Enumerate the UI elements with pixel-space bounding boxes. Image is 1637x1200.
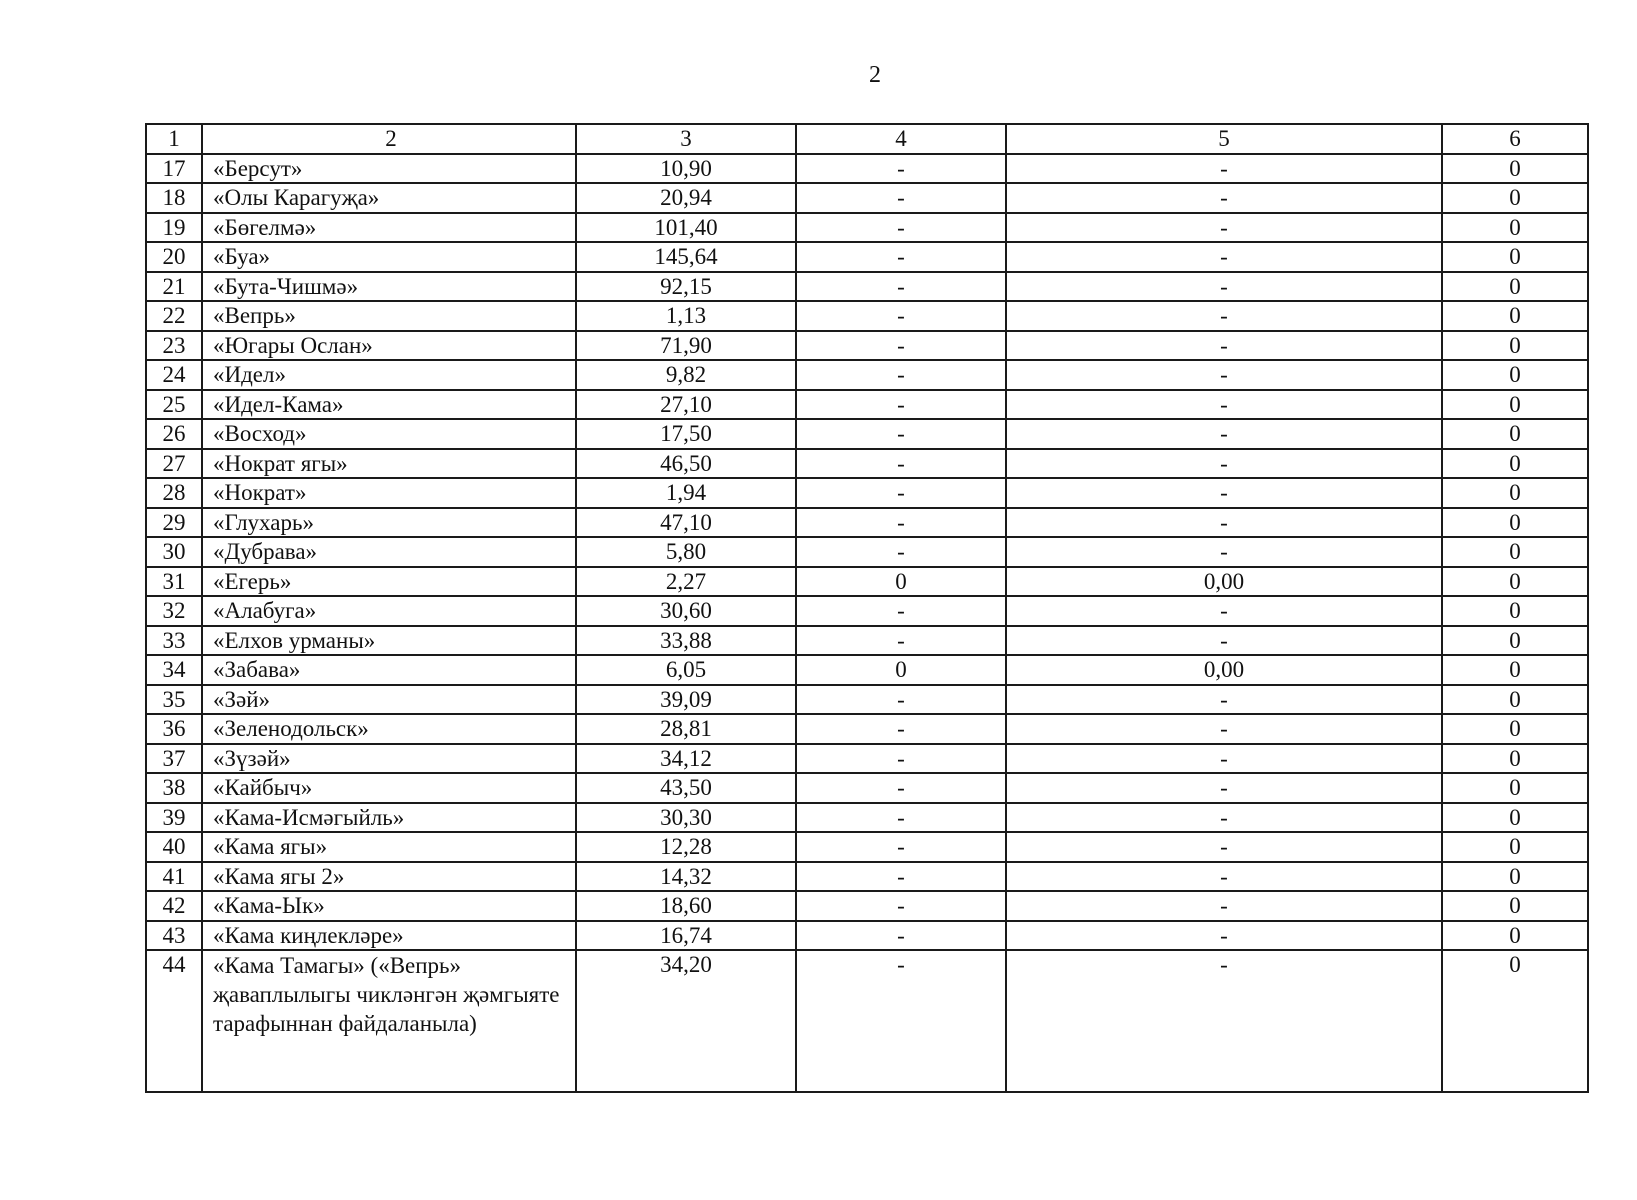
value-cell-6: 0 [1442, 272, 1588, 302]
value-cell-5: - [1006, 301, 1442, 331]
row-number-cell: 30 [146, 537, 202, 567]
value-cell-5: - [1006, 685, 1442, 715]
row-number-cell: 41 [146, 862, 202, 892]
column-header-2: 2 [202, 124, 576, 154]
value-cell-5: 0,00 [1006, 655, 1442, 685]
name-cell: «Бөгелмә» [202, 213, 576, 243]
value-cell-6: 0 [1442, 685, 1588, 715]
value-cell-4: - [796, 596, 1006, 626]
value-cell-3: 34,12 [576, 744, 796, 774]
value-cell-6: 0 [1442, 773, 1588, 803]
value-cell-6: 0 [1442, 921, 1588, 951]
value-cell-6: 0 [1442, 891, 1588, 921]
table-row [146, 272, 1588, 302]
table-row [146, 685, 1588, 715]
value-cell-6: 0 [1442, 832, 1588, 862]
value-cell-4: - [796, 862, 1006, 892]
value-cell-3: 20,94 [576, 183, 796, 213]
name-cell: «Дубрава» [202, 537, 576, 567]
value-cell-5: - [1006, 508, 1442, 538]
name-cell: «Олы Карагуҗа» [202, 183, 576, 213]
value-cell-5: - [1006, 921, 1442, 951]
value-cell-5: - [1006, 626, 1442, 656]
value-cell-4: - [796, 449, 1006, 479]
value-cell-3: 71,90 [576, 331, 796, 361]
register-table [145, 123, 1589, 1093]
table-row [146, 390, 1588, 420]
name-cell: «Восход» [202, 419, 576, 449]
name-cell: «Буа» [202, 242, 576, 272]
row-number-cell: 27 [146, 449, 202, 479]
row-number-cell: 26 [146, 419, 202, 449]
name-cell: «Нократ» [202, 478, 576, 508]
value-cell-3: 6,05 [576, 655, 796, 685]
value-cell-6: 0 [1442, 331, 1588, 361]
name-cell: «Кайбыч» [202, 773, 576, 803]
value-cell-4: - [796, 626, 1006, 656]
value-cell-6: 0 [1442, 183, 1588, 213]
value-cell-3: 101,40 [576, 213, 796, 243]
table-row [146, 242, 1588, 272]
row-number-cell: 44 [146, 950, 202, 1092]
value-cell-5: - [1006, 744, 1442, 774]
value-cell-6: 0 [1442, 626, 1588, 656]
row-number-cell: 38 [146, 773, 202, 803]
row-number-cell: 20 [146, 242, 202, 272]
value-cell-5: - [1006, 154, 1442, 184]
value-cell-4: - [796, 508, 1006, 538]
value-cell-5: - [1006, 891, 1442, 921]
value-cell-3: 145,64 [576, 242, 796, 272]
value-cell-5: - [1006, 449, 1442, 479]
row-number-cell: 36 [146, 714, 202, 744]
table-row [146, 891, 1588, 921]
name-cell: «Кама ягы 2» [202, 862, 576, 892]
table-row [146, 567, 1588, 597]
value-cell-5: - [1006, 183, 1442, 213]
value-cell-3: 27,10 [576, 390, 796, 420]
value-cell-3: 47,10 [576, 508, 796, 538]
table-row [146, 508, 1588, 538]
value-cell-4: - [796, 390, 1006, 420]
value-cell-6: 0 [1442, 449, 1588, 479]
value-cell-5: - [1006, 419, 1442, 449]
value-cell-6: 0 [1442, 390, 1588, 420]
table-row [146, 832, 1588, 862]
table-row [146, 714, 1588, 744]
value-cell-4: - [796, 714, 1006, 744]
row-number-cell: 24 [146, 360, 202, 390]
name-cell: «Берсут» [202, 154, 576, 184]
value-cell-5: - [1006, 862, 1442, 892]
row-number-cell: 18 [146, 183, 202, 213]
value-cell-4: - [796, 301, 1006, 331]
value-cell-4: - [796, 537, 1006, 567]
table-row [146, 213, 1588, 243]
value-cell-6: 0 [1442, 744, 1588, 774]
row-number-cell: 43 [146, 921, 202, 951]
value-cell-6: 0 [1442, 803, 1588, 833]
value-cell-4: - [796, 921, 1006, 951]
name-cell: «Забава» [202, 655, 576, 685]
value-cell-6: 0 [1442, 360, 1588, 390]
row-number-cell: 42 [146, 891, 202, 921]
row-number-cell: 17 [146, 154, 202, 184]
name-cell: «Елхов урманы» [202, 626, 576, 656]
value-cell-3: 16,74 [576, 921, 796, 951]
value-cell-6: 0 [1442, 508, 1588, 538]
row-number-cell: 37 [146, 744, 202, 774]
value-cell-5: - [1006, 596, 1442, 626]
value-cell-6: 0 [1442, 478, 1588, 508]
value-cell-4: - [796, 331, 1006, 361]
value-cell-3: 5,80 [576, 537, 796, 567]
column-header-5: 5 [1006, 124, 1442, 154]
value-cell-4: - [796, 832, 1006, 862]
value-cell-4: - [796, 242, 1006, 272]
value-cell-4: 0 [796, 567, 1006, 597]
name-cell: «Глухарь» [202, 508, 576, 538]
value-cell-6: 0 [1442, 950, 1588, 1092]
value-cell-5: - [1006, 213, 1442, 243]
name-cell: «Егерь» [202, 567, 576, 597]
value-cell-5: - [1006, 242, 1442, 272]
name-cell: «Зеленодольск» [202, 714, 576, 744]
value-cell-5: - [1006, 832, 1442, 862]
name-cell: «Кама Тамагы» («Вепрь» җаваплылыгы чикләнгән җәмгыяте тарафыннан файдаланыла) [202, 950, 576, 1092]
value-cell-3: 28,81 [576, 714, 796, 744]
row-number-cell: 40 [146, 832, 202, 862]
value-cell-4: - [796, 360, 1006, 390]
value-cell-6: 0 [1442, 567, 1588, 597]
value-cell-5: - [1006, 773, 1442, 803]
value-cell-4: - [796, 419, 1006, 449]
table-row [146, 360, 1588, 390]
page-number: 2 [869, 62, 881, 88]
value-cell-3: 14,32 [576, 862, 796, 892]
value-cell-5: - [1006, 272, 1442, 302]
value-cell-5: - [1006, 390, 1442, 420]
row-number-cell: 23 [146, 331, 202, 361]
value-cell-6: 0 [1442, 655, 1588, 685]
value-cell-3: 12,28 [576, 832, 796, 862]
column-header-6: 6 [1442, 124, 1588, 154]
value-cell-4: - [796, 891, 1006, 921]
value-cell-5: - [1006, 714, 1442, 744]
table-row [146, 950, 1588, 1092]
name-cell: «Югары Ослан» [202, 331, 576, 361]
value-cell-3: 18,60 [576, 891, 796, 921]
value-cell-3: 10,90 [576, 154, 796, 184]
value-cell-3: 43,50 [576, 773, 796, 803]
column-header-1: 1 [146, 124, 202, 154]
value-cell-6: 0 [1442, 419, 1588, 449]
value-cell-3: 33,88 [576, 626, 796, 656]
value-cell-4: - [796, 803, 1006, 833]
table-row [146, 655, 1588, 685]
name-cell: «Вепрь» [202, 301, 576, 331]
column-header-4: 4 [796, 124, 1006, 154]
value-cell-6: 0 [1442, 154, 1588, 184]
table-row [146, 862, 1588, 892]
row-number-cell: 29 [146, 508, 202, 538]
value-cell-6: 0 [1442, 596, 1588, 626]
value-cell-6: 0 [1442, 301, 1588, 331]
value-cell-3: 1,94 [576, 478, 796, 508]
name-cell: «Кама-Исмәгыйль» [202, 803, 576, 833]
row-number-cell: 32 [146, 596, 202, 626]
name-cell: «Нократ ягы» [202, 449, 576, 479]
name-cell: «Идел-Кама» [202, 390, 576, 420]
value-cell-5: 0,00 [1006, 567, 1442, 597]
value-cell-4: - [796, 685, 1006, 715]
table-row [146, 154, 1588, 184]
value-cell-3: 17,50 [576, 419, 796, 449]
value-cell-3: 46,50 [576, 449, 796, 479]
value-cell-5: - [1006, 360, 1442, 390]
table-row [146, 478, 1588, 508]
value-cell-5: - [1006, 478, 1442, 508]
column-header-3: 3 [576, 124, 796, 154]
name-cell: «Зәй» [202, 685, 576, 715]
table-row [146, 626, 1588, 656]
table-row [146, 803, 1588, 833]
table-row [146, 921, 1588, 951]
table-row [146, 773, 1588, 803]
value-cell-6: 0 [1442, 537, 1588, 567]
value-cell-4: - [796, 213, 1006, 243]
table-row [146, 419, 1588, 449]
value-cell-3: 30,30 [576, 803, 796, 833]
row-number-cell: 21 [146, 272, 202, 302]
row-number-cell: 19 [146, 213, 202, 243]
table-row [146, 537, 1588, 567]
row-number-cell: 31 [146, 567, 202, 597]
row-number-cell: 34 [146, 655, 202, 685]
value-cell-6: 0 [1442, 242, 1588, 272]
table-row [146, 596, 1588, 626]
value-cell-4: - [796, 773, 1006, 803]
name-cell: «Кама ягы» [202, 832, 576, 862]
table-row [146, 449, 1588, 479]
table-row [146, 331, 1588, 361]
name-cell: «Кама-Ык» [202, 891, 576, 921]
value-cell-3: 30,60 [576, 596, 796, 626]
name-cell: «Бута-Чишмә» [202, 272, 576, 302]
row-number-cell: 28 [146, 478, 202, 508]
value-cell-5: - [1006, 950, 1442, 1092]
table-row [146, 183, 1588, 213]
value-cell-4: - [796, 272, 1006, 302]
row-number-cell: 22 [146, 301, 202, 331]
value-cell-4: - [796, 950, 1006, 1092]
value-cell-4: 0 [796, 655, 1006, 685]
row-number-cell: 35 [146, 685, 202, 715]
value-cell-6: 0 [1442, 862, 1588, 892]
table-row [146, 744, 1588, 774]
value-cell-3: 9,82 [576, 360, 796, 390]
value-cell-4: - [796, 744, 1006, 774]
row-number-cell: 25 [146, 390, 202, 420]
value-cell-5: - [1006, 803, 1442, 833]
value-cell-5: - [1006, 331, 1442, 361]
value-cell-6: 0 [1442, 714, 1588, 744]
value-cell-3: 39,09 [576, 685, 796, 715]
name-cell: «Идел» [202, 360, 576, 390]
value-cell-4: - [796, 478, 1006, 508]
name-cell: «Зүзәй» [202, 744, 576, 774]
value-cell-4: - [796, 154, 1006, 184]
row-number-cell: 39 [146, 803, 202, 833]
value-cell-4: - [796, 183, 1006, 213]
table-header-row [146, 124, 1588, 154]
name-cell: «Кама киңлекләре» [202, 921, 576, 951]
value-cell-3: 2,27 [576, 567, 796, 597]
row-number-cell: 33 [146, 626, 202, 656]
value-cell-3: 92,15 [576, 272, 796, 302]
name-cell: «Алабуга» [202, 596, 576, 626]
value-cell-6: 0 [1442, 213, 1588, 243]
table-row [146, 301, 1588, 331]
value-cell-3: 34,20 [576, 950, 796, 1092]
value-cell-5: - [1006, 537, 1442, 567]
value-cell-3: 1,13 [576, 301, 796, 331]
